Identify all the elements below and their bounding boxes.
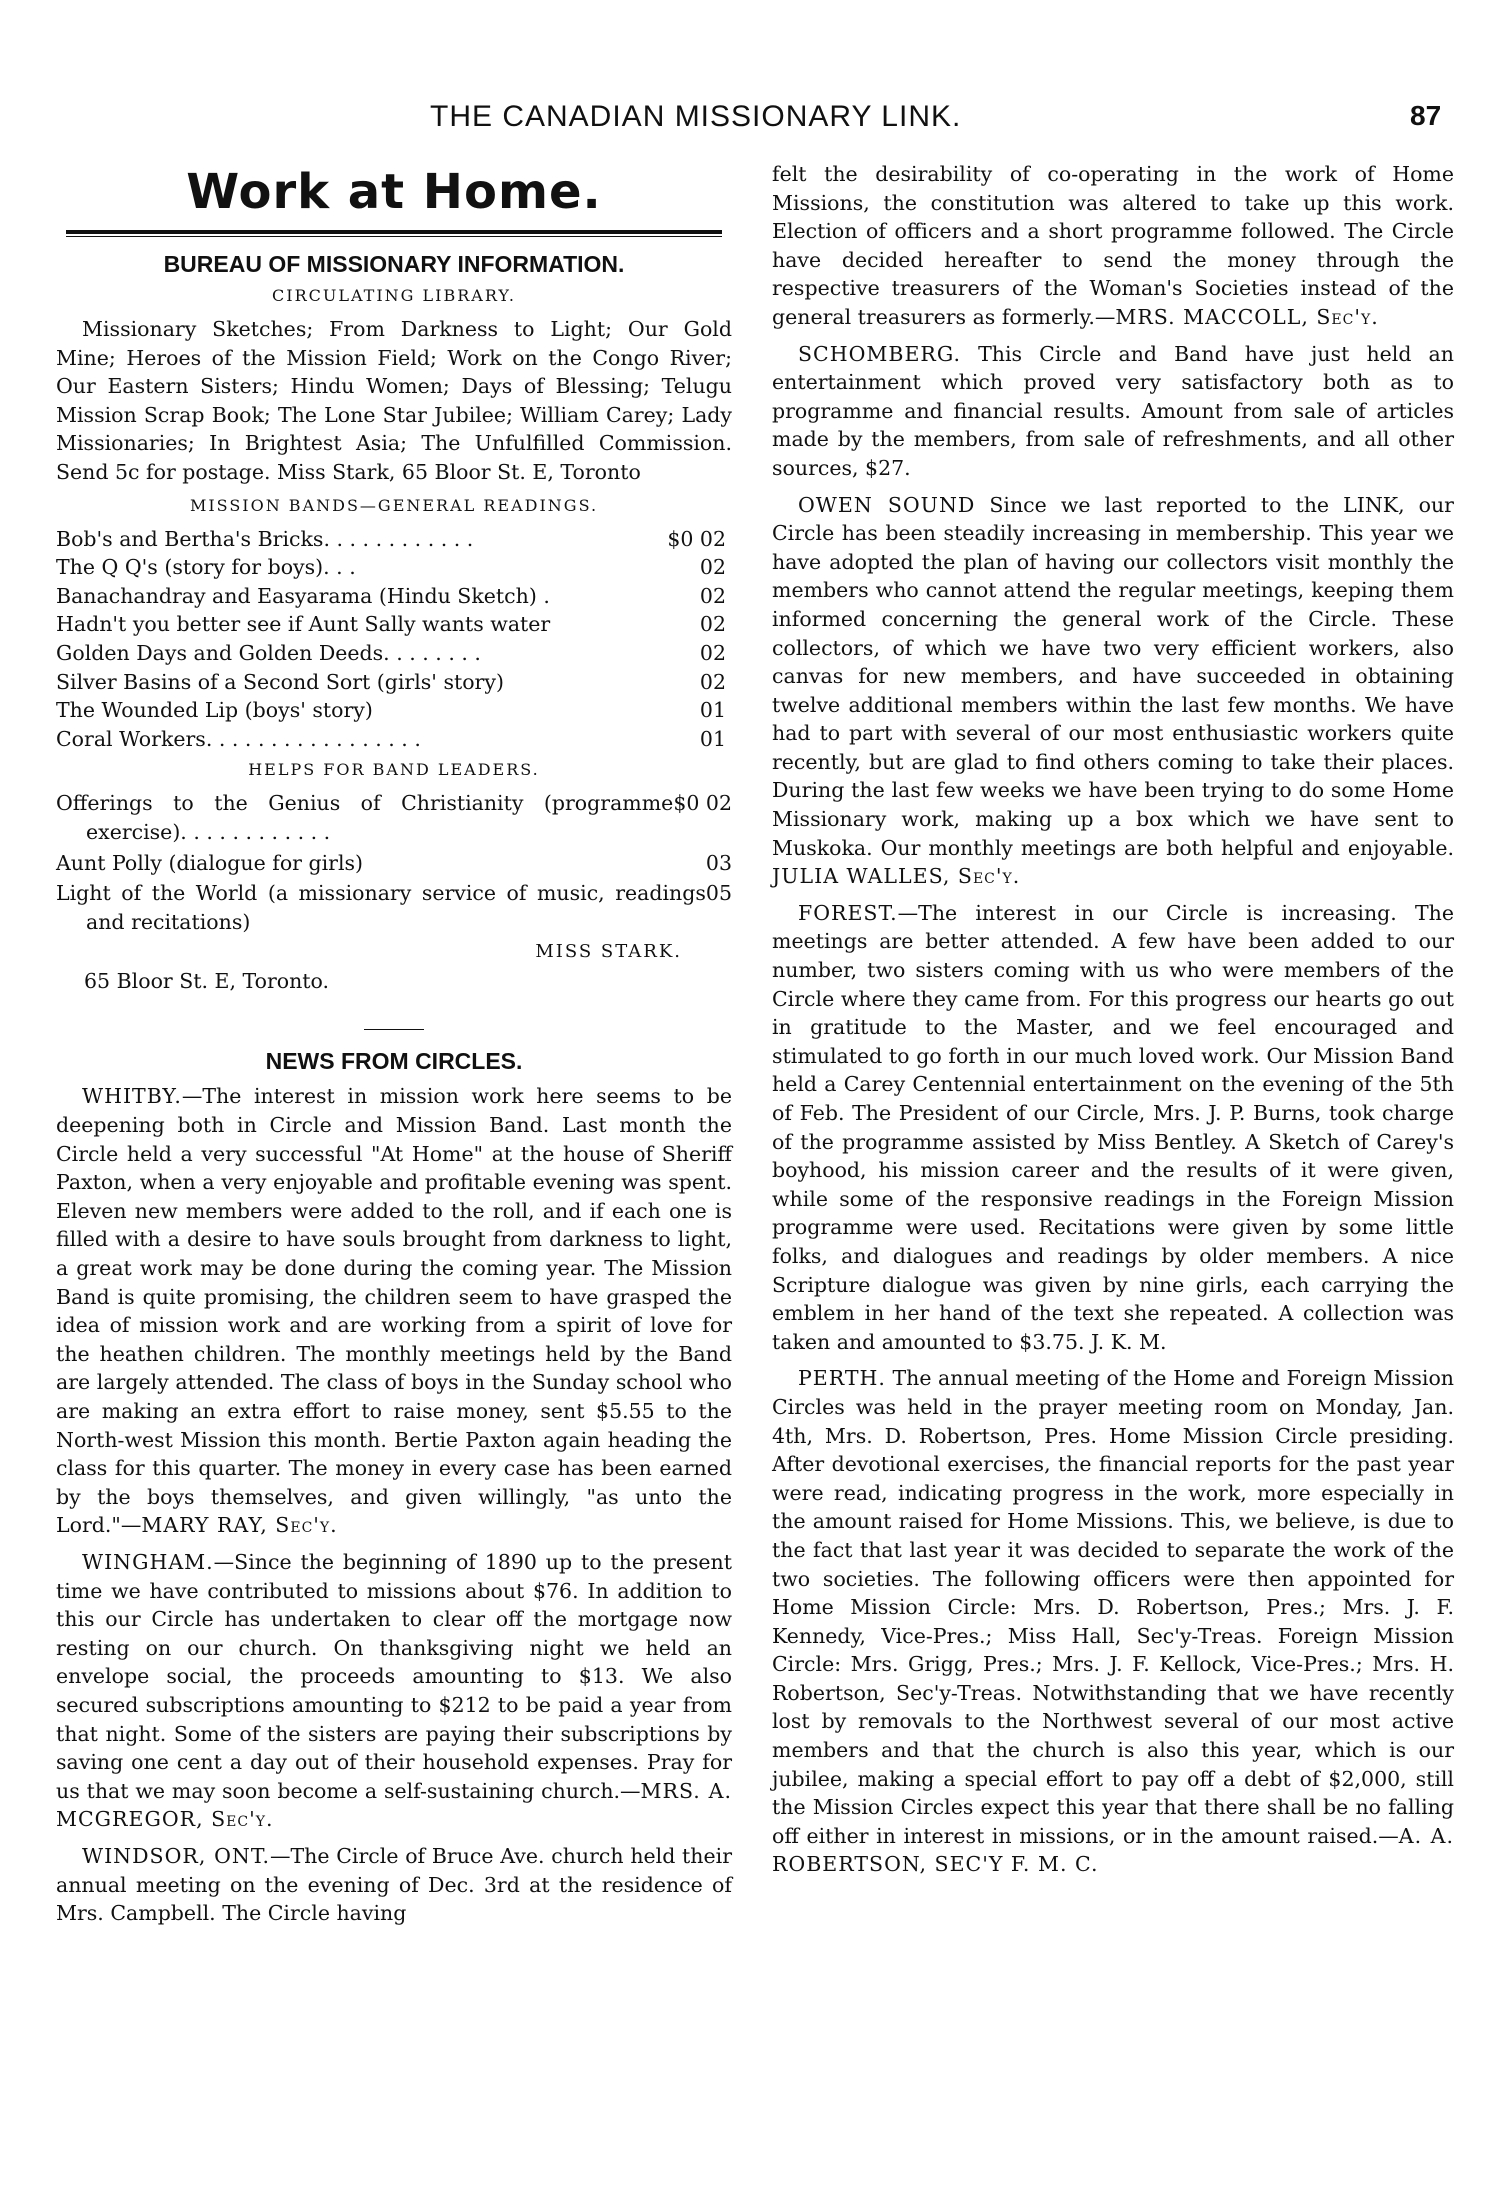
library-heading: CIRCULATING LIBRARY.	[272, 286, 516, 305]
owen-sound-report	[772, 491, 1454, 891]
wingham-report	[56, 1548, 732, 1834]
journal-title: THE CANADIAN MISSIONARY LINK.	[430, 100, 962, 133]
library-list: Missionary Sketches; From Darkness to Light; Our Gold Mine; Heroes of the Mission Field; Work on the Congo River; Our Eastern Sisters; Hindu Women; Days of Blessing; Telugu Mission Scrap Book; The Lone Star Jubilee; William Carey; Lady Missionaries; In Brightest Asia; The Unfulfilled Commission. Send 5c for postage. Miss Stark, 65 Bloor St. E, Toronto	[56, 317, 732, 484]
reading-item	[56, 582, 732, 611]
reading-title: Bob's and Bertha's Bricks. . . . . . . . . . . .	[56, 526, 474, 551]
reading-price: 02	[699, 640, 726, 665]
report-signature: JULIA WALLES, Sec'y.	[772, 864, 1021, 889]
place-name: WINGHAM.	[82, 1549, 214, 1574]
schomberg-report	[772, 340, 1454, 483]
forest-report	[772, 899, 1454, 1357]
report-signature: A. A. ROBERTSON, SEC'Y F. M. C.	[772, 1823, 1454, 1877]
place-name: FOREST.	[798, 900, 898, 925]
reading-item	[56, 610, 732, 639]
report-text: —The Circle of Bruce Ave. church held their annual meeting on the evening of Dec. 3rd at the residence of Mrs. Campbell. The Circle having	[56, 1843, 732, 1926]
reading-price: 02	[699, 555, 726, 580]
whitby-report	[56, 1082, 732, 1540]
reading-item	[56, 525, 732, 554]
reading-title: Banachandray and Easyarama (Hindu Sketch) .	[56, 583, 550, 608]
help-title: Light of the World (a missionary service of music, readings and recitations)	[56, 881, 706, 934]
report-text: The annual meeting of the Home and Foreign Mission Circles was held in the prayer meeting room on Monday, Jan. 4th, Mrs. D. Robertson, Pres. Home Mission Circle presiding. After devotional exercises, the financial reports for the past year were read, indicating progress in the work, more especially in the amount raised for Home Missions. This, we believe, is due to the fact that last year it was decided to separate the work of the two societies. The following officers were then appointed for Home Mission Circle: Mrs. D. Robertson, Pres.; Mrs. J. F. Kennedy, Vice-Pres.; Miss Hall, Sec'y-Treas. Foreign Mission Circle: Mrs. Grigg, Pres.; Mrs. J. F. Kellock, Vice-Pres.; Mrs. H. Robertson, Sec'y-Treas. Notwithstanding that we have recently lost by removals to the Northwest several of our most active members and that the church is also this year, which is our jubilee, making a special effort to pay off a debt of $2,000, still the Mission Circles expect this year that there shall be no falling off either in interest in missions, or in the amount raised.—	[772, 1366, 1454, 1848]
report-text: —The interest in our Circle is increasing. The meetings are better attended. A few have been added to our number, two sisters coming with us who were members of the Circle where they came from. For this progress our hearts go out in gratitude to the Master, and we feel encouraged and stimulated to go forth in our much loved work. Our Mission Band held a Carey Centennial entertainment on the evening of the 5th of Feb. The President of our Circle, Mrs. J. P. Burns, took charge of the programme assisted by Miss Bentley. A Sketch of Carey's boyhood, his mission career and the results of it were given, while some of the responsive readings in the Foreign Mission programme were used. Recitations were given by some little folks, and dialogues and readings by older members. A nice Scripture dialogue was given by nine girls, each carrying the emblem in her hand of the text she repeated. A collection was taken and amounted to $3.75. J. K. M.	[772, 900, 1454, 1354]
helps-heading: HELPS FOR BAND LEADERS.	[248, 760, 540, 780]
reading-item	[56, 696, 732, 725]
report-text: Since we last reported to the LINK, our Circle has been steadily increasing in membership. This year we have adopted the plan of having our collectors visit monthly the members who cannot attend the regular meetings, keeping them informed concerning the general work of the Circle. These collectors, of which we have two very efficient workers, also canvas for new members, and have succeeded in obtaining twelve additional members within the last few months. We have had to part with several of our most enthusiastic workers quite recently, but are glad to find others coming to take their places. During the last few weeks we have been trying to do some Home Missionary work, making up a box which we have sent to Muskoka. Our monthly meetings are both helpful and enjoyable.	[772, 492, 1454, 860]
section-banner: Work at Home.	[186, 164, 602, 220]
windsor-report	[56, 1842, 732, 1928]
place-name: PERTH.	[798, 1366, 886, 1391]
help-price: $0 02	[673, 791, 732, 816]
reading-price: 02	[699, 612, 726, 637]
report-signature: MRS. MACCOLL, Sec'y.	[1115, 304, 1379, 329]
reading-item	[56, 668, 732, 697]
helps-list	[56, 789, 732, 936]
bureau-heading: BUREAU OF MISSIONARY INFORMATION.	[163, 251, 625, 277]
place-name: SCHOMBERG.	[798, 341, 962, 366]
banner-rule-thin	[66, 236, 722, 237]
readings-list	[56, 525, 732, 754]
reading-title: The Wounded Lip (boys' story)	[56, 698, 373, 723]
report-text: This Circle and Band have just held an entertainment which proved very satisfactory both as to programme and financial results. Amount from sale of articles made by the members, from sale of refreshments, and all other sources, $27.	[772, 341, 1454, 480]
page-number: 87	[1410, 100, 1442, 131]
help-price: 05	[705, 881, 732, 906]
left-column	[56, 160, 732, 1936]
report-text: —Since the beginning of 1890 up to the present time we have contributed to missions about $76. In addition to this our Circle has undertaken to clear off the mortgage now resting on our church. On thanksgiving night we held an envelope social, the proceeds amounting to $13. We also secured subscriptions amounting to $212 to be paid a year from that night. Some of the sisters are paying their subscriptions by saving one cent a day out of their household expenses. Pray for us that we may soon become a self-sustaining church.—	[56, 1549, 732, 1803]
reading-title: The Q Q's (story for boys). . .	[56, 555, 356, 580]
perth-report	[772, 1364, 1454, 1879]
help-price: 03	[705, 850, 732, 875]
right-column	[772, 160, 1454, 1887]
place-name: OWEN SOUND	[798, 492, 976, 517]
place-name: WHITBY.	[82, 1084, 182, 1109]
reading-title: Golden Days and Golden Deeds. . . . . . . .	[56, 640, 481, 665]
page-header	[0, 100, 1507, 140]
reading-price: $0 02	[667, 526, 726, 551]
reading-item	[56, 725, 732, 754]
bands-heading: MISSION BANDS—GENERAL READINGS.	[189, 495, 599, 515]
report-signature: MARY RAY, Sec'y.	[141, 1513, 338, 1538]
library-signature: MISS STARK.	[535, 941, 682, 963]
help-item	[56, 789, 732, 846]
reading-title: Coral Workers. . . . . . . . . . . . . . . . .	[56, 726, 421, 751]
report-text: felt the desirability of co-operating in the work of Home Missions, the constitution was altered to take up this work. Election of officers and a short programme followed. The Circle have decided hereafter to send the money through the respective treasurers of the Woman's Societies instead of the general treasurers as formerly.—	[772, 162, 1454, 329]
banner-rule	[66, 230, 722, 234]
place-name: WINDSOR, ONT.	[82, 1843, 270, 1868]
reading-price: 02	[699, 583, 726, 608]
reading-item	[56, 639, 732, 668]
help-item	[56, 879, 732, 936]
reading-price: 01	[699, 726, 726, 751]
library-address: 65 Bloor St. E, Toronto.	[84, 968, 330, 993]
report-signature: MRS. A. MCGREGOR, Sec'y.	[56, 1778, 732, 1832]
news-heading: NEWS FROM CIRCLES.	[265, 1048, 523, 1075]
help-item	[56, 849, 732, 878]
help-title: Aunt Polly (dialogue for girls)	[56, 850, 364, 875]
reading-title: Hadn't you better see if Aunt Sally wants water	[56, 612, 551, 637]
reading-item	[56, 553, 732, 582]
windsor-report-continued	[772, 160, 1454, 332]
reading-title: Silver Basins of a Second Sort (girls' story)	[56, 669, 504, 694]
reading-price: 02	[699, 669, 726, 694]
report-text: —The interest in mission work here seems to be deepening both in Circle and Mission Band. Last month the Circle held a very successful "At Home" at the house of Sheriff Paxton, when a very enjoyable and profitable evening was spent. Eleven new members were added to the roll, and if each one is filled with a desire to have souls brought from darkness to light, a great work may be done during the coming year. The Mission Band is quite promising, the children seem to have grasped the idea of mission work and are working from a spirit of love for the heathen children. The monthly meetings held by the Band are largely attended. The class of boys in the Sunday school who are making an extra effort to raise money, sent $5.55 to the North-west Mission this month. Bertie Paxton again heading the class for this quarter. The money in every case has been earned by the boys themselves, and given willingly, "as unto the Lord."—	[56, 1084, 732, 1538]
help-title: Offerings to the Genius of Christianity (programme exercise). . . . . . . . . . . .	[56, 791, 674, 844]
section-divider	[364, 1029, 424, 1030]
reading-price: 01	[699, 698, 726, 723]
